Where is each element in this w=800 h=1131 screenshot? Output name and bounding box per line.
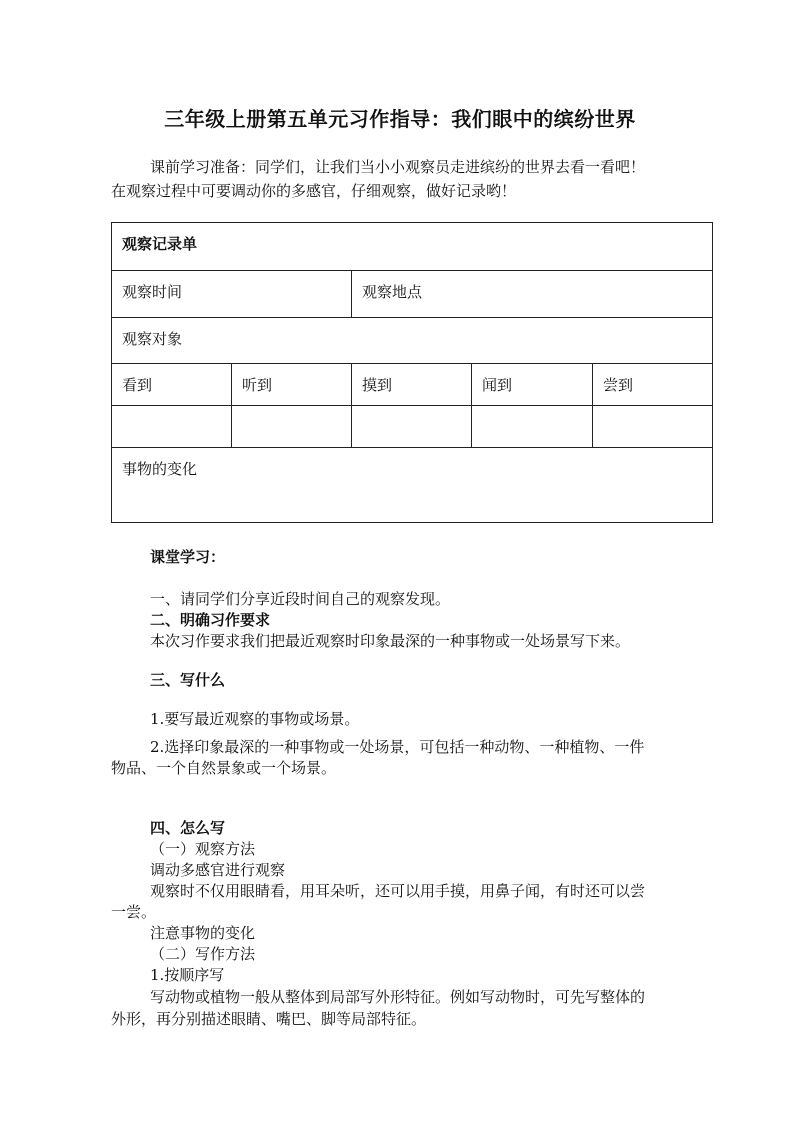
section-4-sub-1-text-line-1: 观察时不仅用眼睛看，用耳朵听，还可以用手摸，用鼻子闻，有时还可以尝 <box>150 882 646 900</box>
record-table-header: 观察记录单 <box>112 223 713 271</box>
section-2-heading: 二、明确习作要求 <box>150 611 271 629</box>
section-4-heading: 四、怎么写 <box>150 819 226 837</box>
section-4-sub-2-text-line-2: 外形，再分别描述眼睛、嘴巴、脚等局部特征。 <box>111 1010 427 1028</box>
sense-smell-cell: 闻到 <box>472 364 593 406</box>
section-3-item-2-line-2: 物品、一个自然景象或一个场景。 <box>111 759 337 777</box>
observation-object-cell: 观察对象 <box>112 318 713 364</box>
section-4-sub-2-item-1: 1.按顺序写 <box>150 966 225 984</box>
section-3-heading: 三、写什么 <box>150 671 226 689</box>
intro-line-2: 在观察过程中可要调动你的多感官，仔细观察，做好记录哟！ <box>111 182 517 200</box>
class-study-heading: 课堂学习： <box>150 548 226 566</box>
document-title: 三年级上册第五单元习作指导：我们眼中的缤纷世界 <box>164 107 636 131</box>
sense-hear-cell: 听到 <box>232 364 352 406</box>
observation-record-table <box>111 222 713 523</box>
intro-line-1: 课前学习准备：同学们，让我们当小小观察员走进缤纷的世界去看一看吧！ <box>150 158 646 176</box>
object-change-cell: 事物的变化 <box>112 448 713 523</box>
observation-place-cell: 观察地点 <box>352 271 713 318</box>
section-4-sub-1-point-2: 注意事物的变化 <box>150 924 256 942</box>
section-4-sub-1-point: 调动多感官进行观察 <box>150 861 286 879</box>
sense-taste-cell: 尝到 <box>593 364 713 406</box>
section-4-sub-1: （一）观察方法 <box>150 840 256 858</box>
sense-hear-blank <box>232 406 352 448</box>
section-2-text: 本次习作要求我们把最近观察时印象最深的一种事物或一处场景写下来。 <box>150 632 631 650</box>
sense-smell-blank <box>472 406 593 448</box>
sense-touch-blank <box>352 406 472 448</box>
section-4-sub-2-text-line-1: 写动物或植物一般从整体到局部写外形特征。例如写动物时，可先写整体的 <box>150 988 646 1006</box>
sense-see-cell: 看到 <box>112 364 232 406</box>
observation-time-cell: 观察时间 <box>112 271 352 318</box>
section-3-item-1: 1.要写最近观察的事物或场景。 <box>150 710 360 728</box>
section-1-text: 一、请同学们分享近段时间自己的观察发现。 <box>150 590 451 608</box>
sense-touch-cell: 摸到 <box>352 364 472 406</box>
sense-taste-blank <box>593 406 713 448</box>
sense-see-blank <box>112 406 232 448</box>
section-4-sub-1-text-line-2: 一尝。 <box>111 903 157 921</box>
section-3-item-2-line-1: 2.选择印象最深的一种事物或一处场景，可包括一种动物、一种植物、一件 <box>150 738 645 756</box>
section-4-sub-2: （二）写作方法 <box>150 945 256 963</box>
